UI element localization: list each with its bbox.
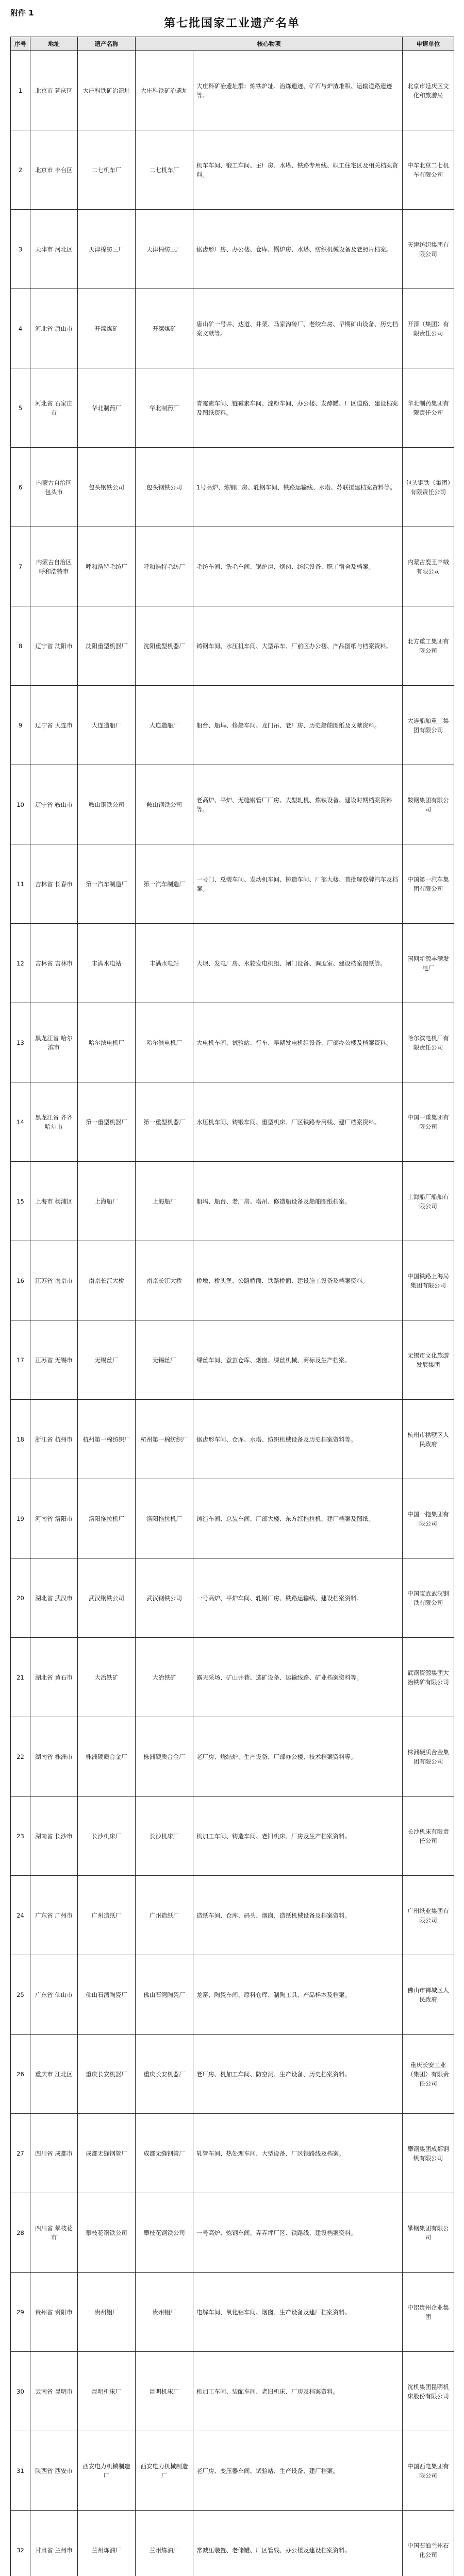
row-heritage-name: 无锡丝厂 bbox=[78, 1320, 136, 1400]
row-applicant: 武钢资源集团大冶铁矿有限公司 bbox=[403, 1638, 454, 1717]
row-core-items: 老厂房、变压器车间、试验站、生产设备、建厂档案。 bbox=[193, 2431, 403, 2511]
row-heritage-name-alt: 丰满水电站 bbox=[136, 924, 193, 1003]
table-row bbox=[11, 2193, 454, 2273]
row-heritage-name: 重庆长安机器厂 bbox=[78, 2035, 136, 2114]
row-heritage-name-alt: 洛阳拖拉机厂 bbox=[136, 1479, 193, 1558]
row-location: 吉林省 长春市 bbox=[30, 844, 78, 924]
row-applicant: 重庆长安工业（集团）有限责任公司 bbox=[403, 2035, 454, 2114]
row-applicant: 国网新源丰满发电厂 bbox=[403, 924, 454, 1003]
row-core-items: 机加工车间、装配车间、老旧机床、厂房及档案资料。 bbox=[193, 2352, 403, 2431]
row-applicant: 北京市延庆区文化和旅游局 bbox=[403, 51, 454, 130]
row-applicant: 中国石油兰州石化公司 bbox=[403, 2511, 454, 2576]
row-heritage-name-alt: 大连造船厂 bbox=[136, 686, 193, 765]
table-row bbox=[11, 2035, 454, 2114]
row-heritage-name-alt: 长沙机床厂 bbox=[136, 1797, 193, 1876]
table-row bbox=[11, 1320, 454, 1400]
row-core-items: 轧管车间、热处理车间、大型设备、厂区铁路线及档案。 bbox=[193, 2114, 403, 2193]
row-core-items: 毛纺车间、洗毛车间、锅炉房、烟囱、纺织设备、职工宿舍及档案。 bbox=[193, 527, 403, 606]
header-core-items: 核心物项 bbox=[136, 37, 403, 51]
row-applicant: 攀钢集团成都钢钒有限公司 bbox=[403, 2114, 454, 2193]
row-core-items: 缫丝车间、蚕茧仓库、烟囱、缫丝机械、商标及生产档案。 bbox=[193, 1320, 403, 1400]
row-core-items: 大电机车间、试验站、行车、早期发电机组设备、厂部办公楼及档案资料。 bbox=[193, 1003, 403, 1082]
row-heritage-name-alt: 成都无缝钢管厂 bbox=[136, 2114, 193, 2193]
row-heritage-name-alt: 株洲硬质合金厂 bbox=[136, 1717, 193, 1797]
row-number: 19 bbox=[11, 1479, 30, 1558]
row-heritage-name-alt: 华北制药厂 bbox=[136, 368, 193, 448]
row-number: 30 bbox=[11, 2352, 30, 2431]
table-row bbox=[11, 686, 454, 765]
row-applicant: 长沙机床有限责任公司 bbox=[403, 1797, 454, 1876]
row-location: 浙江省 杭州市 bbox=[30, 1400, 78, 1479]
row-heritage-name-alt: 杭州第一棉纺织厂 bbox=[136, 1400, 193, 1479]
row-applicant: 大连船舶重工集团有限公司 bbox=[403, 686, 454, 765]
row-heritage-name: 西安电力机械制造厂 bbox=[78, 2431, 136, 2511]
heritage-table bbox=[10, 37, 454, 2576]
row-location: 黑龙江省 哈尔滨市 bbox=[30, 1003, 78, 1082]
row-heritage-name-alt: 二七机车厂 bbox=[136, 130, 193, 210]
row-heritage-name-alt: 天津棉纺三厂 bbox=[136, 210, 193, 289]
row-number: 17 bbox=[11, 1320, 30, 1400]
row-location: 北京市 延庆区 bbox=[30, 51, 78, 130]
row-heritage-name-alt: 哈尔滨电机厂 bbox=[136, 1003, 193, 1082]
row-heritage-name: 南京长江大桥 bbox=[78, 1241, 136, 1320]
row-heritage-name: 株洲硬质合金厂 bbox=[78, 1717, 136, 1797]
table-row bbox=[11, 2114, 454, 2193]
row-number: 4 bbox=[11, 289, 30, 368]
row-heritage-name: 鞍山钢铁公司 bbox=[78, 765, 136, 844]
table-row bbox=[11, 1241, 454, 1320]
row-heritage-name: 开滦煤矿 bbox=[78, 289, 136, 368]
row-heritage-name: 二七机车厂 bbox=[78, 130, 136, 210]
table-row bbox=[11, 130, 454, 210]
row-number: 14 bbox=[11, 1082, 30, 1162]
row-heritage-name-alt: 开滦煤矿 bbox=[136, 289, 193, 368]
row-applicant: 包头钢铁（集团）有限责任公司 bbox=[403, 448, 454, 527]
row-applicant: 中国西电集团有限公司 bbox=[403, 2431, 454, 2511]
row-heritage-name: 天津棉纺三厂 bbox=[78, 210, 136, 289]
row-number: 1 bbox=[11, 51, 30, 130]
row-core-items: 青霉素车间、链霉素车间、淀粉车间、办公楼、发酵罐、厂区道路、建设档案及图纸资料。 bbox=[193, 368, 403, 448]
row-core-items: 电解车间、氧化铝车间、烟囱、生产设备及建厂档案资料。 bbox=[193, 2273, 403, 2352]
row-location: 甘肃省 兰州市 bbox=[30, 2511, 78, 2576]
row-applicant: 内蒙古鹿王羊绒有限公司 bbox=[403, 527, 454, 606]
row-heritage-name-alt: 包头钢铁公司 bbox=[136, 448, 193, 527]
table-row bbox=[11, 606, 454, 686]
table-row bbox=[11, 1082, 454, 1162]
table-row bbox=[11, 1638, 454, 1717]
row-location: 湖南省 株洲市 bbox=[30, 1717, 78, 1797]
table-row bbox=[11, 368, 454, 448]
row-location: 河南省 洛阳市 bbox=[30, 1479, 78, 1558]
row-applicant: 天津纺织集团有限公司 bbox=[403, 210, 454, 289]
row-heritage-name-alt: 攀枝花钢铁公司 bbox=[136, 2193, 193, 2273]
row-heritage-name-alt: 兰州炼油厂 bbox=[136, 2511, 193, 2576]
row-applicant: 华北制药集团有限责任公司 bbox=[403, 368, 454, 448]
row-location: 湖北省 武汉市 bbox=[30, 1558, 78, 1638]
table-row bbox=[11, 1162, 454, 1241]
row-number: 18 bbox=[11, 1400, 30, 1479]
row-number: 24 bbox=[11, 1876, 30, 1955]
row-core-items: 船台、船坞、修船车间、龙门吊、老厂房、历史船舶图纸及文献资料。 bbox=[193, 686, 403, 765]
row-heritage-name-alt: 重庆长安机器厂 bbox=[136, 2035, 193, 2114]
row-heritage-name: 贵州铝厂 bbox=[78, 2273, 136, 2352]
row-heritage-name: 丰满水电站 bbox=[78, 924, 136, 1003]
row-core-items: 1号高炉、炼钢厂房、轧钢车间、铁路运输线、水塔、苏联援建档案资料等。 bbox=[193, 448, 403, 527]
row-number: 11 bbox=[11, 844, 30, 924]
row-heritage-name: 昆明机床厂 bbox=[78, 2352, 136, 2431]
row-core-items: 老厂房、机加工车间、防空洞、生产设备、历史档案资料。 bbox=[193, 2035, 403, 2114]
table-row bbox=[11, 448, 454, 527]
row-applicant: 中国一拖集团有限公司 bbox=[403, 1479, 454, 1558]
table-row bbox=[11, 1003, 454, 1082]
row-number: 3 bbox=[11, 210, 30, 289]
row-location: 辽宁省 沈阳市 bbox=[30, 606, 78, 686]
row-heritage-name: 杭州第一棉纺织厂 bbox=[78, 1400, 136, 1479]
row-heritage-name-alt: 第一汽车制造厂 bbox=[136, 844, 193, 924]
row-number: 27 bbox=[11, 2114, 30, 2193]
row-heritage-name-alt: 大冶铁矿 bbox=[136, 1638, 193, 1717]
table-row bbox=[11, 51, 454, 130]
row-core-items: 造纸车间、仓库、码头、烟囱、造纸机械设备及档案资料。 bbox=[193, 1876, 403, 1955]
row-core-items: 桥墩、桥头堡、公路桥面、铁路桥面、建设施工设备及档案资料。 bbox=[193, 1241, 403, 1320]
row-heritage-name: 华北制药厂 bbox=[78, 368, 136, 448]
row-location: 湖北省 黄石市 bbox=[30, 1638, 78, 1717]
row-number: 10 bbox=[11, 765, 30, 844]
row-heritage-name-alt: 上海船厂 bbox=[136, 1162, 193, 1241]
row-number: 23 bbox=[11, 1797, 30, 1876]
row-number: 7 bbox=[11, 527, 30, 606]
row-number: 16 bbox=[11, 1241, 30, 1320]
row-number: 29 bbox=[11, 2273, 30, 2352]
table-row bbox=[11, 2431, 454, 2511]
table-row bbox=[11, 765, 454, 844]
header-name: 遗产名称 bbox=[78, 37, 136, 51]
row-core-items: 老高炉、平炉、无缝钢管厂厂房、大型轧机、炼铁设备、建设时期档案资料等。 bbox=[193, 765, 403, 844]
row-core-items: 露天采场、矿山井巷、选矿设备、运输线路、矿业档案资料等。 bbox=[193, 1638, 403, 1717]
row-location: 贵州省 贵阳市 bbox=[30, 2273, 78, 2352]
row-location: 内蒙古自治区 包头市 bbox=[30, 448, 78, 527]
row-heritage-name: 长沙机床厂 bbox=[78, 1797, 136, 1876]
row-number: 26 bbox=[11, 2035, 30, 2114]
row-location: 四川省 攀枝花市 bbox=[30, 2193, 78, 2273]
row-core-items: 铸造车间、总装车间、厂部大楼、东方红拖拉机、建厂档案及图纸。 bbox=[193, 1479, 403, 1558]
row-location: 辽宁省 大连市 bbox=[30, 686, 78, 765]
row-core-items: 机加工车间、铸造车间、老旧机床、厂房及生产档案资料。 bbox=[193, 1797, 403, 1876]
row-number: 21 bbox=[11, 1638, 30, 1717]
row-number: 25 bbox=[11, 1955, 30, 2035]
row-heritage-name: 大连造船厂 bbox=[78, 686, 136, 765]
table-row bbox=[11, 210, 454, 289]
row-core-items: 龙窑、陶瓷车间、原料仓库、制陶工具、产品样本及档案。 bbox=[193, 1955, 403, 2035]
row-heritage-name: 成都无缝钢管厂 bbox=[78, 2114, 136, 2193]
row-core-items: 常减压装置、老储罐、厂区管线、办公楼及建设档案资料。 bbox=[193, 2511, 403, 2576]
row-location: 黑龙江省 齐齐哈尔市 bbox=[30, 1082, 78, 1162]
row-heritage-name: 佛山石湾陶瓷厂 bbox=[78, 1955, 136, 2035]
row-heritage-name-alt: 南京长江大桥 bbox=[136, 1241, 193, 1320]
row-applicant: 哈尔滨电机厂有限责任公司 bbox=[403, 1003, 454, 1082]
row-core-items: 一号高炉、炼钢车间、弄弄坪厂区、铁路线、建设档案资料。 bbox=[193, 2193, 403, 2273]
row-heritage-name-alt: 大庄科铁矿冶遗址 bbox=[136, 51, 193, 130]
table-row bbox=[11, 1797, 454, 1876]
row-heritage-name: 沈阳重型机器厂 bbox=[78, 606, 136, 686]
row-location: 北京市 丰台区 bbox=[30, 130, 78, 210]
row-location: 天津市 河北区 bbox=[30, 210, 78, 289]
row-location: 吉林省 吉林市 bbox=[30, 924, 78, 1003]
header-no: 序号 bbox=[11, 37, 30, 51]
row-location: 广东省 广州市 bbox=[30, 1876, 78, 1955]
row-number: 12 bbox=[11, 924, 30, 1003]
table-row bbox=[11, 1558, 454, 1638]
table-row bbox=[11, 1955, 454, 2035]
row-applicant: 广州纸业集团有限公司 bbox=[403, 1876, 454, 1955]
row-applicant: 中车北京二七机车有限公司 bbox=[403, 130, 454, 210]
row-applicant: 中国一重集团有限公司 bbox=[403, 1082, 454, 1162]
row-core-items: 船坞、船台、老厂房、塔吊、修造船设备及船舶图纸档案。 bbox=[193, 1162, 403, 1241]
row-number: 13 bbox=[11, 1003, 30, 1082]
row-location: 四川省 成都市 bbox=[30, 2114, 78, 2193]
row-location: 陕西省 西安市 bbox=[30, 2431, 78, 2511]
table-row bbox=[11, 1717, 454, 1797]
row-applicant: 沈机集团昆明机床股份有限公司 bbox=[403, 2352, 454, 2431]
table-row bbox=[11, 1876, 454, 1955]
table-row bbox=[11, 1400, 454, 1479]
row-applicant: 无锡市文化旅游发展集团 bbox=[403, 1320, 454, 1400]
row-number: 32 bbox=[11, 2511, 30, 2576]
table-row bbox=[11, 289, 454, 368]
row-number: 20 bbox=[11, 1558, 30, 1638]
table-row bbox=[11, 1479, 454, 1558]
table-header-row bbox=[11, 37, 454, 51]
row-location: 上海市 杨浦区 bbox=[30, 1162, 78, 1241]
row-heritage-name: 哈尔滨电机厂 bbox=[78, 1003, 136, 1082]
table-row bbox=[11, 2352, 454, 2431]
table-body bbox=[11, 51, 454, 2576]
row-applicant: 鞍钢集团有限公司 bbox=[403, 765, 454, 844]
row-applicant: 中国铁路上海局集团有限公司 bbox=[403, 1241, 454, 1320]
row-location: 河北省 唐山市 bbox=[30, 289, 78, 368]
row-heritage-name-alt: 昆明机床厂 bbox=[136, 2352, 193, 2431]
row-core-items: 机车车间、锻工车间、主厂房、水塔、铁路专用线、职工住宅区及相关档案资料。 bbox=[193, 130, 403, 210]
row-location: 辽宁省 鞍山市 bbox=[30, 765, 78, 844]
row-number: 15 bbox=[11, 1162, 30, 1241]
row-core-items: 唐山矿一号井、达道、井架、马家沟砖厂、老绞车房、早期矿山设备、历史档案文献等。 bbox=[193, 289, 403, 368]
row-number: 8 bbox=[11, 606, 30, 686]
row-heritage-name-alt: 西安电力机械制造厂 bbox=[136, 2431, 193, 2511]
row-core-items: 铸钢车间、水压机车间、大型吊车、厂前区办公楼、产品图纸与档案资料。 bbox=[193, 606, 403, 686]
row-number: 28 bbox=[11, 2193, 30, 2273]
row-heritage-name: 广州造纸厂 bbox=[78, 1876, 136, 1955]
row-location: 重庆市 江北区 bbox=[30, 2035, 78, 2114]
row-applicant: 北方重工集团有限公司 bbox=[403, 606, 454, 686]
row-applicant: 中国第一汽车集团有限公司 bbox=[403, 844, 454, 924]
row-heritage-name-alt: 沈阳重型机器厂 bbox=[136, 606, 193, 686]
row-heritage-name-alt: 无锡丝厂 bbox=[136, 1320, 193, 1400]
attachment-label: 附件 1 bbox=[10, 8, 34, 18]
row-number: 2 bbox=[11, 130, 30, 210]
row-core-items: 一号高炉、平炉车间、轧钢厂房、铁路运输线、建设档案资料。 bbox=[193, 1558, 403, 1638]
row-heritage-name: 第一汽车制造厂 bbox=[78, 844, 136, 924]
row-location: 云南省 昆明市 bbox=[30, 2352, 78, 2431]
row-location: 江苏省 南京市 bbox=[30, 1241, 78, 1320]
table-row bbox=[11, 2273, 454, 2352]
row-number: 5 bbox=[11, 368, 30, 448]
table-row bbox=[11, 924, 454, 1003]
row-number: 31 bbox=[11, 2431, 30, 2511]
row-number: 22 bbox=[11, 1717, 30, 1797]
row-heritage-name-alt: 广州造纸厂 bbox=[136, 1876, 193, 1955]
table-row bbox=[11, 527, 454, 606]
row-heritage-name-alt: 呼和浩特毛纺厂 bbox=[136, 527, 193, 606]
row-heritage-name-alt: 佛山石湾陶瓷厂 bbox=[136, 1955, 193, 2035]
row-applicant: 开滦（集团）有限责任公司 bbox=[403, 289, 454, 368]
row-number: 6 bbox=[11, 448, 30, 527]
row-location: 江苏省 无锡市 bbox=[30, 1320, 78, 1400]
row-core-items: 水压机车间、铸锻车间、重型机床、厂区铁路专用线、建厂档案资料。 bbox=[193, 1082, 403, 1162]
row-heritage-name-alt: 第一重型机器厂 bbox=[136, 1082, 193, 1162]
row-heritage-name-alt: 鞍山钢铁公司 bbox=[136, 765, 193, 844]
row-heritage-name: 武汉钢铁公司 bbox=[78, 1558, 136, 1638]
header-location: 地址 bbox=[30, 37, 78, 51]
row-location: 内蒙古自治区 呼和浩特市 bbox=[30, 527, 78, 606]
row-heritage-name: 洛阳拖拉机厂 bbox=[78, 1479, 136, 1558]
row-location: 河北省 石家庄市 bbox=[30, 368, 78, 448]
row-applicant: 攀钢集团有限公司 bbox=[403, 2193, 454, 2273]
row-core-items: 大庄科矿冶遗址群：炼铁炉址、冶炼遗迹、矿石与炉渣堆积、运输道路遗迹等。 bbox=[193, 51, 403, 130]
row-heritage-name: 攀枝花钢铁公司 bbox=[78, 2193, 136, 2273]
row-applicant: 上海船厂船舶有限公司 bbox=[403, 1162, 454, 1241]
row-heritage-name: 上海船厂 bbox=[78, 1162, 136, 1241]
row-applicant: 杭州市拱墅区人民政府 bbox=[403, 1400, 454, 1479]
table-row bbox=[11, 2511, 454, 2576]
row-applicant: 佛山市禅城区人民政府 bbox=[403, 1955, 454, 2035]
row-core-items: 老厂房、烧结炉、生产设备、厂部办公楼、技术档案资料等。 bbox=[193, 1717, 403, 1797]
document-title: 第七批国家工业遗产名单 bbox=[163, 16, 300, 30]
row-location: 广东省 佛山市 bbox=[30, 1955, 78, 2035]
row-location: 湖南省 长沙市 bbox=[30, 1797, 78, 1876]
row-heritage-name: 包头钢铁公司 bbox=[78, 448, 136, 527]
row-heritage-name: 呼和浩特毛纺厂 bbox=[78, 527, 136, 606]
row-core-items: 大坝、发电厂房、水轮发电机组、闸门设备、调度室、建设档案图纸等。 bbox=[193, 924, 403, 1003]
row-applicant: 株洲硬质合金集团有限公司 bbox=[403, 1717, 454, 1797]
row-core-items: 一号门、总装车间、发动机车间、铸造车间、厂部大楼、首批解放牌汽车及档案。 bbox=[193, 844, 403, 924]
row-heritage-name-alt: 武汉钢铁公司 bbox=[136, 1558, 193, 1638]
row-heritage-name: 兰州炼油厂 bbox=[78, 2511, 136, 2576]
header-applicant: 申请单位 bbox=[403, 37, 454, 51]
row-heritage-name: 第一重型机器厂 bbox=[78, 1082, 136, 1162]
row-heritage-name-alt: 贵州铝厂 bbox=[136, 2273, 193, 2352]
row-core-items: 锯齿形厂房、办公楼、仓库、锅炉房、水塔、纺织机械设备及老照片档案。 bbox=[193, 210, 403, 289]
table-row bbox=[11, 844, 454, 924]
row-heritage-name: 大庄科铁矿冶遗址 bbox=[78, 51, 136, 130]
row-number: 9 bbox=[11, 686, 30, 765]
row-heritage-name: 大冶铁矿 bbox=[78, 1638, 136, 1717]
row-applicant: 中国宝武武汉钢铁有限公司 bbox=[403, 1558, 454, 1638]
row-core-items: 锯齿形车间、仓库、水塔、纺织机械设备及历史档案资料等。 bbox=[193, 1400, 403, 1479]
row-applicant: 中铝贵州企业集团 bbox=[403, 2273, 454, 2352]
